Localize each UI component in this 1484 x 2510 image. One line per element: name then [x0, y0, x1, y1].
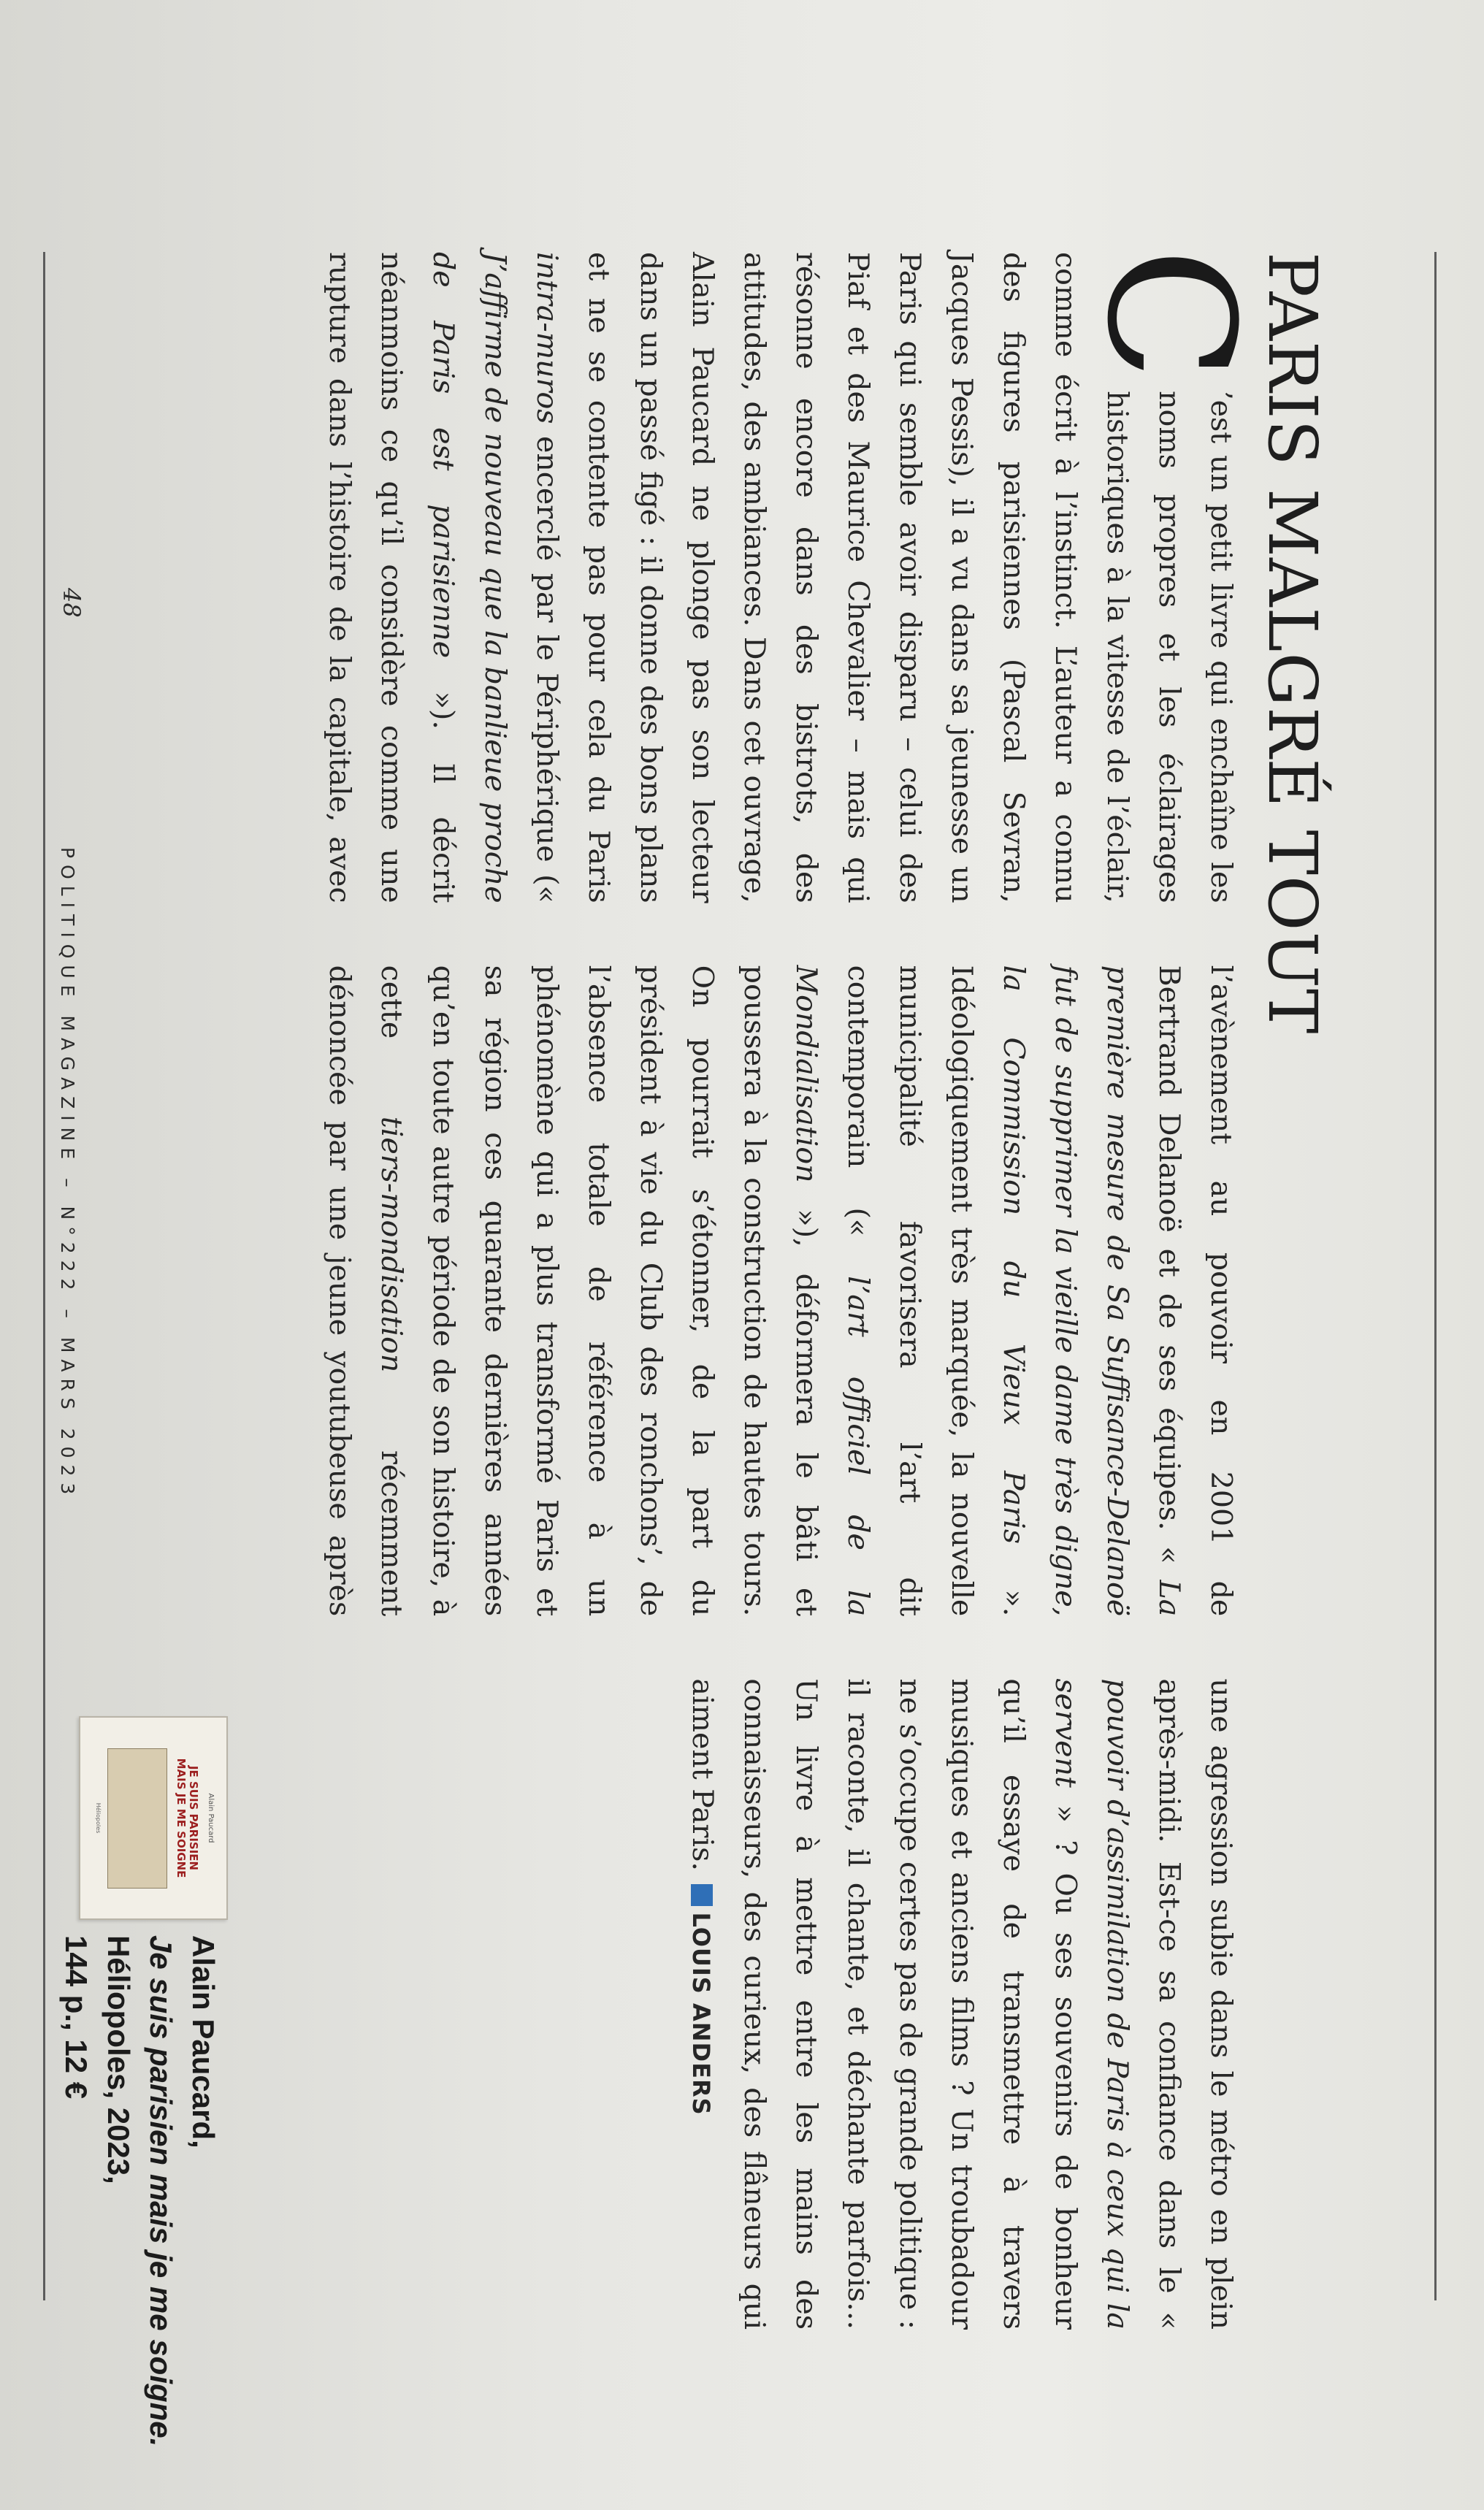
bottom-rule: [43, 252, 45, 2300]
italic-run: intra-muros: [530, 252, 564, 424]
article-text: [323, 252, 1238, 2330]
article-body: [268, 248, 1271, 2330]
text-run: ’est un petit livre qui enchaîne les noms propres et les éclairages historiques à la vitesse de l’éclair, comme écrit à l’instinct. L’auteur a connu des figures parisiennes (Pascal Sevran, Jacques Pessis), il a vu dans sa jeunesse un Paris qui semble avoir disparu – celui des Piaf et des Maurice Chevalier – mais qui résonne encore dans des bistrots, des attitudes, des ambiances. Dans cet ouvrage, Alain Paucard ne plonge pas son lecteur dans un passé figé : il donne des bons plans et ne se contente pas pour cela du Paris: [582, 252, 1238, 903]
book-reference: [55, 1935, 224, 2446]
italic-run: La première mesure de Sa Suffisance-Delanoë fut de supprimer la vieille dame très digne, la Commission du Vieux Paris: [997, 965, 1186, 1617]
article-title: PARIS MALGRÉ TOUT: [1253, 252, 1332, 1035]
italic-run: pouvoir d’assimilation de Paris à ceux qui la servent: [1049, 1678, 1134, 2330]
article-paragraph: [268, 248, 1271, 2330]
top-rule: [1434, 252, 1437, 2300]
book-title: Je suis parisien mais je me soigne.: [144, 1935, 178, 2447]
cover-illustration: [107, 1748, 167, 1889]
cover-title-line1: JE SUIS PARISIEN: [187, 1765, 200, 1871]
text-run: récemment dénoncée par une jeune youtubeuse après une agression subie dans le métro en plein après-midi. Est-ce sa confiance dans le «: [323, 965, 1238, 2330]
cover-author: Alain Paucard: [207, 1793, 215, 1843]
cover-publisher: Héliopoles: [95, 1802, 102, 1834]
book-details: 144 p., 12 €: [59, 1935, 93, 2100]
book-author: Alain Paucard,: [186, 1935, 221, 2149]
text-run: encerclé par le Périphérique («: [530, 424, 564, 903]
italic-run: tiers-mondisation: [375, 1116, 408, 1373]
italic-run: J’affirme de nouveau que la banlieue proche de Paris est parisienne: [427, 252, 512, 903]
text-run: »), déformera le bâti et poussera à la construction de hautes tours. On pourrait s’étonner, de la part du président à vie du Club des ronchons’, de l’absence totale de référence à un phénomène qui a plus transformé Paris et sa région ces quarante dernières années qu’en toute autre période de son histoire, à cette: [375, 965, 823, 1617]
text-run: »). Il décrit néanmoins ce qu’il considère comme une rupture dans l’histoire de la capitale, avec l’avènement au pouvoir en 2001 de Bertrand Delanoë et de ses équipes. «: [323, 252, 1238, 1617]
end-mark-square: [691, 1884, 713, 1906]
cover-title-line2: MAIS JE ME SOIGNE: [175, 1758, 188, 1878]
article-signature: LOUIS ANDERS: [687, 1912, 715, 2116]
text-run: ». Idéologiquement très marquée, la nouvelle municipalité favorisera l’art dit contemporain («: [841, 965, 1030, 1617]
italic-run: l’art officiel de la Mondialisation: [789, 965, 875, 1617]
page-number: 48: [58, 588, 85, 618]
drop-cap: C: [1068, 248, 1271, 381]
book-cover-image: [79, 1716, 228, 1920]
book-publisher: Héliopoles, 2023,: [102, 1935, 136, 2184]
text-run: » ? Ou ses souvenirs de bonheur qu’il essaye de transmettre à travers musiques et anciens films ? Un troubadour ne s’occupe certes pas de grande politique : il raconte, il chante, et déchante parfois... Un livre à mettre entre les mains des connaisseurs, des curieux, des flâneurs qui aiment Paris.: [686, 1678, 1082, 2330]
footer-magazine-issue: POLITIQUE MAGAZINE – N°222 – MARS 2023: [57, 847, 78, 1501]
